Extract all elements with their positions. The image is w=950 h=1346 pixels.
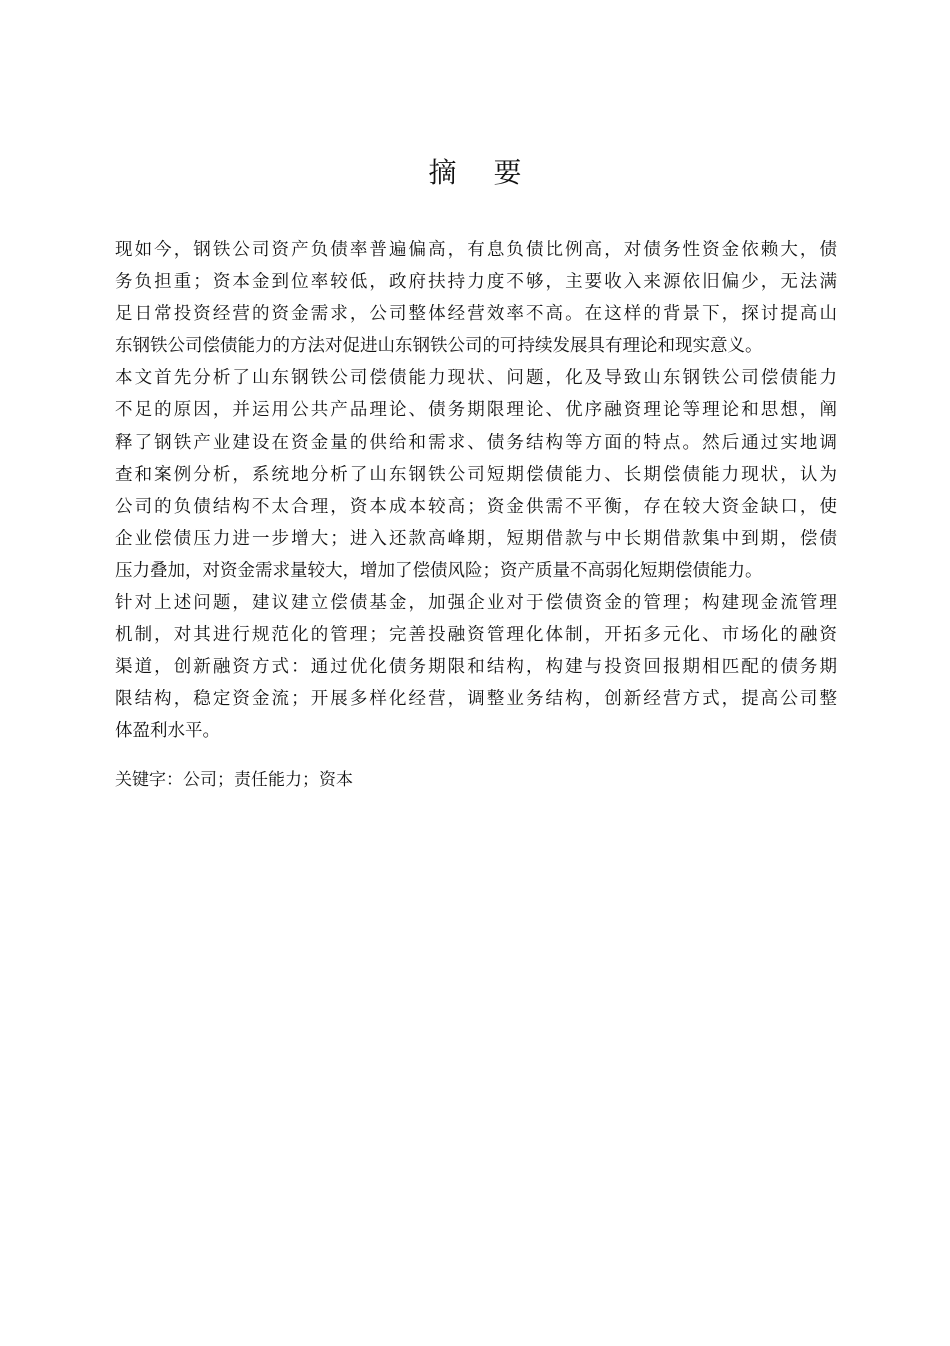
abstract-line: 机制，对其进行规范化的管理；完善投融资管理化体制，开拓多元化、市场化的融资 — [115, 625, 837, 646]
abstract-line: 释了钢铁产业建设在资金量的供给和需求、债务结构等方面的特点。然后通过实地调 — [115, 432, 837, 453]
abstract-line: 企业偿债压力进一步增大；进入还款高峰期，短期借款与中长期借款集中到期，偿债 — [115, 528, 837, 549]
abstract-line: 东钢铁公司偿债能力的方法对促进山东钢铁公司的可持续发展具有理论和现实意义。 — [115, 336, 763, 357]
abstract-title: 摘 要 — [428, 156, 536, 189]
abstract-line: 查和案例分析，系统地分析了山东钢铁公司短期偿债能力、长期偿债能力现状，认为 — [115, 464, 837, 485]
abstract-line: 体盈利水平。 — [115, 721, 220, 742]
abstract-body — [115, 234, 837, 748]
keywords-line: 关键字：公司；责任能力；资本 — [115, 770, 353, 790]
abstract-line: 现如今，钢铁公司资产负债率普遍偏高，有息负债比例高，对债务性资金依赖大，债 — [115, 240, 837, 260]
abstract-line: 渠道，创新融资方式：通过优化债务期限和结构，构建与投资回报期相匹配的债务期 — [115, 657, 837, 678]
abstract-line: 足日常投资经营的资金需求，公司整体经营效率不高。在这样的背景下，探讨提高山 — [115, 304, 837, 325]
abstract-line: 务负担重；资本金到位率较低，政府扶持力度不够，主要收入来源依旧偏少，无法满 — [115, 272, 837, 293]
abstract-line: 限结构，稳定资金流；开展多样化经营，调整业务结构，创新经营方式，提高公司整 — [115, 689, 837, 710]
abstract-line: 本文首先分析了山东钢铁公司偿债能力现状、问题，化及导致山东钢铁公司偿债能力 — [115, 368, 837, 389]
abstract-line: 针对上述问题，建议建立偿债基金，加强企业对于偿债资金的管理；构建现金流管理 — [115, 593, 837, 614]
abstract-line: 不足的原因，并运用公共产品理论、债务期限理论、优序融资理论等理论和思想，阐 — [115, 400, 837, 421]
abstract-line: 公司的负债结构不太合理，资本成本较高；资金供需不平衡，存在较大资金缺口，使 — [115, 496, 837, 517]
abstract-line: 压力叠加，对资金需求量较大，增加了偿债风险；资产质量不高弱化短期偿债能力。 — [115, 560, 763, 581]
